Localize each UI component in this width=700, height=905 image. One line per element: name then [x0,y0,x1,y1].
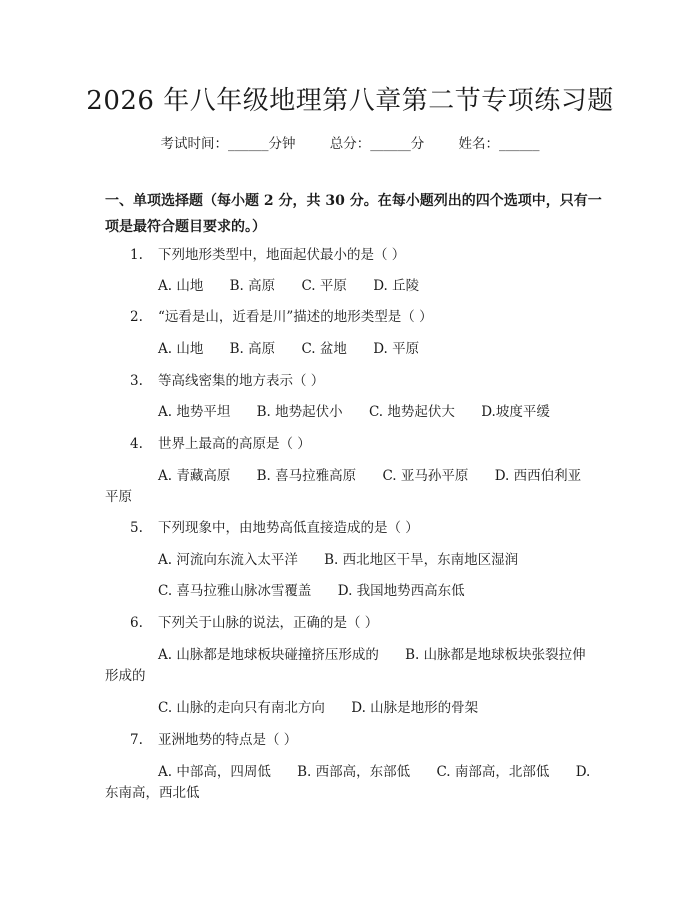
student-name: 姓名：______ [458,136,540,152]
question-5: 5. 下列现象中，由地势高低直接造成的是（ ） [130,520,419,536]
question-2: 2. “远看是山，近看是川”描述的地形类型是（ ） [130,309,433,325]
page-title: 2026 年八年级地理第八章第二节专项练习题 [86,86,614,116]
option: A. 山脉都是地球板块碰撞挤压形成的 [158,647,379,663]
option: D. 丘陵 [373,278,420,294]
option: C. 山脉的走向只有南北方向 [158,700,325,716]
option: B. 喜马拉雅高原 [256,468,357,484]
option: B. 地势起伏小 [256,404,343,420]
option: D.坡度平缓 [481,404,550,420]
option: A. 山地 [158,278,204,294]
question-7: 7. 亚洲地势的特点是（ ） [130,732,298,748]
exam-time: 考试时间：______分钟 [160,136,296,152]
question-4-options [158,465,608,487]
option: D. 平原 [373,341,420,357]
exam-score: 总分：______分 [329,136,425,152]
option: C. 平原 [301,278,347,294]
question-2-options [158,338,608,360]
option: D. 我国地势西高东低 [337,583,465,599]
question-3: 3. 等高线密集的地方表示（ ） [130,373,325,389]
section-heading: 一、单项选择题（每小题 2 分，共 30 分。在每小题列出的四个选项中，只有一项是最符合题目要求的。） [105,193,602,235]
option: D. 山脉是地形的骨架 [351,700,479,716]
option: A. 中部高，四周低 [158,764,271,780]
question-5-options-row-1 [158,549,608,571]
question-4: 4. 世界上最高的高原是（ ） [130,436,311,452]
question-1-options [158,275,608,297]
option: B. 高原 [229,341,276,357]
question-6-options-row-1 [158,644,608,666]
question-6: 6. 下列关于山脉的说法，正确的是（ ） [130,615,379,631]
option-wrap: 平原 [105,489,132,505]
option-wrap: 东南高，西北低 [105,785,200,801]
option: B. 山脉都是地球板块张裂拉伸 [405,647,586,663]
option: C. 喜马拉雅山脉冰雪覆盖 [158,583,312,599]
question-3-options [158,401,608,423]
option: A. 地势平坦 [158,404,231,420]
question-7-options [158,761,608,783]
question-6-options-row-2 [158,697,608,719]
option: C. 亚马孙平原 [382,468,469,484]
question-1: 1. 下列地形类型中，地面起伏最小的是（ ） [130,247,406,263]
option-wrap: 形成的 [105,668,146,684]
option: D. [575,764,591,780]
option: A. 青藏高原 [158,468,231,484]
question-5-options-row-2 [158,580,608,602]
exam-info [0,132,700,152]
option: C. 盆地 [301,341,347,357]
option: D. 西西伯利亚 [494,468,582,484]
option: C. 地势起伏大 [368,404,455,420]
option: A. 山地 [158,341,204,357]
option: A. 河流向东流入太平洋 [158,552,298,568]
option: B. 高原 [229,278,276,294]
option: B. 西部高，东部低 [297,764,411,780]
option: C. 南部高，北部低 [436,764,550,780]
option: B. 西北地区干旱，东南地区湿润 [324,552,519,568]
